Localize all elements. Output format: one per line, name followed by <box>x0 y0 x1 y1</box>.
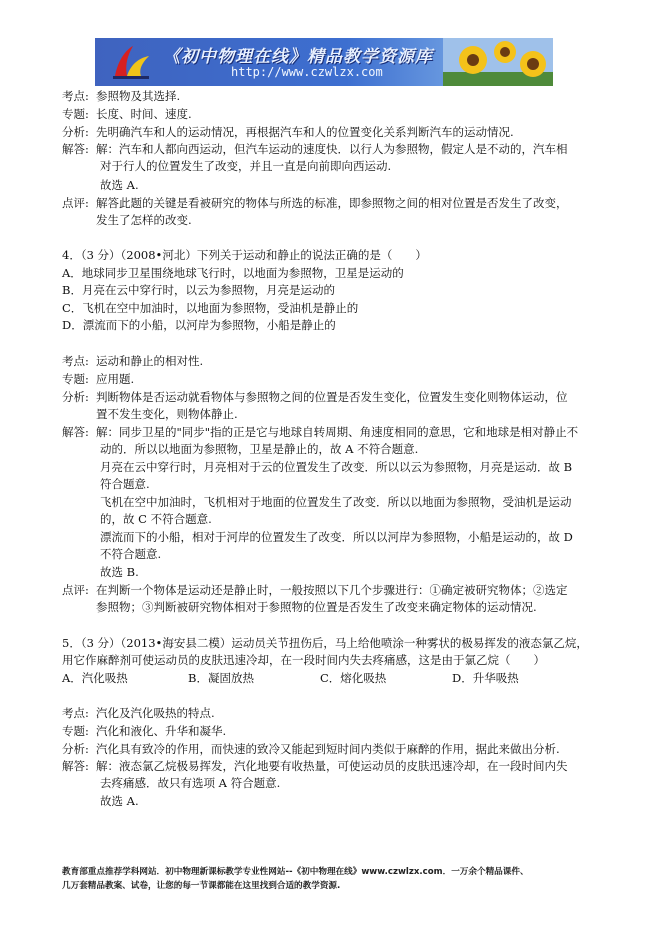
jieda-line: 不符合题意. <box>100 547 162 561</box>
fenxi-label: 分析: <box>62 125 89 139</box>
jieda-label: 解答: <box>62 142 89 156</box>
jieda-line: 的，故 C 不符合题意. <box>100 512 212 526</box>
q5-option-c: C．熔化吸热 <box>320 671 387 685</box>
jieda-line: 故选 A. <box>100 178 139 192</box>
dianping-line: 解答此题的关键是看被研究的物体与所选的标准，即参照物之间的相对位置是否发生了改变， <box>96 196 568 210</box>
fenxi-text: 先明确汽车和人的运动情况，再根据汽车和人的位置变化关系判断汽车的运动情况. <box>96 125 514 139</box>
header-banner <box>95 38 553 86</box>
kaodian-text: 运动和静止的相对性. <box>96 354 204 368</box>
q5-option-d: D．升华吸热 <box>452 671 519 685</box>
dianping-line: 在判断一个物体是运动还是静止时，一般按照以下几个步骤进行：①确定被研究物体；②选定 <box>96 583 568 597</box>
q5-stem-line: 用它作麻醉剂可使运动员的皮肤迅速冷却，在一段时间内失去疼痛感，这是由于氯乙烷（ ） <box>62 653 545 667</box>
zhuanti-text: 长度、时间、速度. <box>96 107 192 121</box>
q4-option-b: B．月亮在云中穿行时，以云为参照物，月亮是运动的 <box>62 283 335 297</box>
jieda-line: 解：液态氯乙烷极易挥发，汽化地要有收热量，可使运动员的皮肤迅速冷却，在一段时间内失 <box>96 759 568 773</box>
jieda-label: 解答: <box>62 425 89 439</box>
jieda-line: 故选 B. <box>100 565 139 579</box>
q5-stem-line: 5．（3 分）（2013•海安县二模）运动员关节扭伤后，马上给他喷涂一种雾状的极易挥发的液态氯乙烷， <box>62 636 588 650</box>
q5-option-b: B．凝固放热 <box>188 671 254 685</box>
dianping-label: 点评: <box>62 196 89 210</box>
jieda-line: 解：同步卫星的"同步"指的正是它与地球自转周期、角速度相同的意思，它和地球是相对静止不 <box>96 425 579 439</box>
jieda-line: 飞机在空中加油时，飞机相对于地面的位置发生了改变．所以以地面为参照物，受油机是运动 <box>100 495 572 509</box>
q4-fenxi-row <box>0 389 661 405</box>
jieda-line: 月亮在云中穿行时，月亮相对于云的位置发生了改变．所以以云为参照物，月亮是运动．故 B <box>100 460 573 474</box>
footer-line: 教育部重点推荐学科网站．初中物理新课标教学专业性网站--《初中物理在线》www.czwlzx.com．一万余个精品课件、 <box>62 867 529 877</box>
jieda-line: 解：汽车和人都向西运动，但汽车运动的速度快．以行人为参照物，假定人是不动的，汽车相 <box>96 142 568 156</box>
zhuanti-text: 应用题. <box>96 372 135 386</box>
kaodian-text: 汽化及汽化吸热的特点. <box>96 706 215 720</box>
jieda-line: 符合题意. <box>100 477 150 491</box>
jieda-line: 对于行人的位置发生了改变，并且一直是向前即向西运动. <box>100 159 392 173</box>
q4-dianping-row <box>0 582 661 598</box>
zhuanti-label: 专题: <box>62 372 89 386</box>
q4-option-d: D．漂流而下的小船，以河岸为参照物，小船是静止的 <box>62 318 336 332</box>
kaodian-label: 考点: <box>62 706 89 720</box>
footer-line: 几万套精品教案、试卷，让您的每一节课都能在这里找到合适的教学资源. <box>62 881 341 891</box>
kaodian-text: 参照物及其选择. <box>96 89 181 103</box>
prev-fenxi-row <box>0 124 661 140</box>
dianping-line: 参照物；③判断被研究物体相对于参照物的位置是否发生了改变来确定物体的运动情况. <box>96 600 537 614</box>
q5-zhuanti-row <box>0 723 661 739</box>
q5-jieda-row <box>0 758 661 774</box>
jieda-line: 故选 A. <box>100 794 139 808</box>
zhuanti-text: 汽化和液化、升华和凝华. <box>96 724 227 738</box>
q5-kaodian-row <box>0 705 661 721</box>
kaodian-label: 考点: <box>62 89 89 103</box>
dianping-label: 点评: <box>62 583 89 597</box>
q4-stem: 4．（3 分）（2008•河北）下列关于运动和静止的说法正确的是（ ） <box>62 248 427 262</box>
site-logo-icon <box>109 42 153 82</box>
prev-jieda-row <box>0 141 661 157</box>
kaodian-label: 考点: <box>62 354 89 368</box>
jieda-label: 解答: <box>62 759 89 773</box>
prev-dianping-row <box>0 195 661 211</box>
q4-jieda-row <box>0 424 661 440</box>
prev-kaodian-row <box>0 88 661 104</box>
fenxi-label: 分析: <box>62 742 89 756</box>
banner-url[interactable]: http://www.czwlzx.com <box>231 65 383 79</box>
q4-kaodian-row <box>0 353 661 369</box>
zhuanti-label: 专题: <box>62 107 89 121</box>
dianping-line: 发生了怎样的改变. <box>96 213 192 227</box>
fenxi-line: 判断物体是否运动就看物体与参照物之间的位置是否发生变化，位置发生变化则物体运动，位 <box>96 390 568 404</box>
fenxi-line: 置不发生变化，则物体静止. <box>96 407 238 421</box>
q5-option-a: A．汽化吸热 <box>62 671 128 685</box>
jieda-line: 漂流而下的小船，相对于河岸的位置发生了改变．所以以河岸为参照物，小船是运动的，故 D <box>100 530 573 544</box>
q4-option-a: A．地球同步卫星围绕地球飞行时，以地面为参照物，卫星是运动的 <box>62 266 404 280</box>
prev-zhuanti-row <box>0 106 661 122</box>
sunflower-icon <box>443 38 553 86</box>
zhuanti-label: 专题: <box>62 724 89 738</box>
q4-zhuanti-row <box>0 371 661 387</box>
jieda-line: 去疼痛感．故只有选项 A 符合题意. <box>100 776 281 790</box>
jieda-line: 动的．所以以地面为参照物，卫星是静止的，故 A 不符合题意. <box>100 442 419 456</box>
fenxi-text: 汽化具有致冷的作用，而快速的致冷又能起到短时间内类似于麻醉的作用，据此来做出分析. <box>96 742 560 756</box>
q5-fenxi-row <box>0 741 661 757</box>
q4-option-c: C．飞机在空中加油时，以地面为参照物，受油机是静止的 <box>62 301 359 315</box>
fenxi-label: 分析: <box>62 390 89 404</box>
banner-title: 《初中物理在线》精品教学资源库 <box>163 47 433 67</box>
